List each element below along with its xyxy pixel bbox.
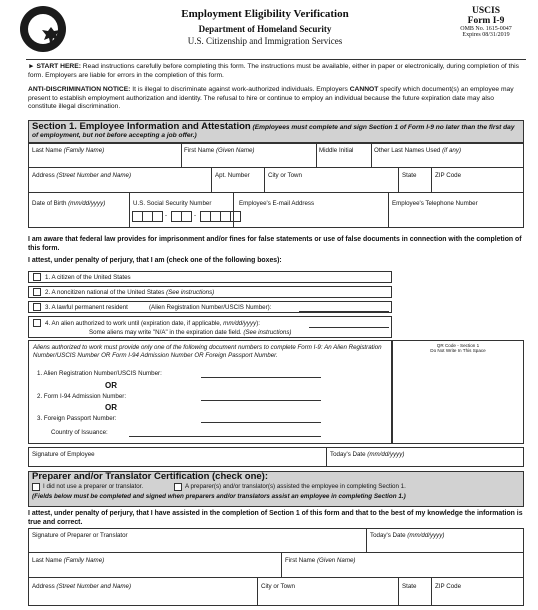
other-last-names-field[interactable] — [371, 144, 372, 167]
omb-number: OMB No. 1615-0047 — [460, 26, 512, 32]
aware-statement: I am aware that federal law provides for imprisonment and/or fines for false statements or use of false documents in connection with the completion of this form. — [28, 236, 522, 252]
preparer-first-name-field[interactable] — [281, 553, 282, 577]
lpr-checkbox[interactable] — [33, 303, 41, 311]
anti-discrimination-notice: ANTI-DISCRIMINATION NOTICE: It is illegal to discriminate against work-authorized individuals. Employers CANNOT specify which document(s) an employee may present to establish employment authorization and identity. The refusal to hire or continue to employ an individual because the future expiration date may also constitute illegal discrimination. — [28, 86, 514, 111]
attest-statement: I attest, under penalty of perjury, that I am (check one of the following boxes): — [28, 257, 282, 264]
no-preparer-label: I did not use a preparer or translator. — [43, 483, 144, 490]
preparer-address-label: Address (Street Number and Name) — [32, 583, 132, 590]
preparer-city-field[interactable] — [257, 578, 258, 605]
country-field[interactable] — [129, 436, 321, 437]
first-name-field[interactable] — [181, 144, 182, 167]
phone-label: Employee's Telephone Number — [392, 200, 478, 207]
preparer-signature-label: Signature of Preparer or Translator — [32, 532, 128, 539]
no-preparer-checkbox[interactable] — [32, 483, 40, 491]
option-lpr-row — [28, 301, 392, 313]
i94-label: 2. Form I-94 Admission Number: — [37, 393, 127, 400]
aliens-note: Aliens authorized to work must provide only one of the following document numbers to complete Form I-9: An Alien Registration Number/USCIS Number OR Form I-94 Admission Number OR Foreign Passport Number. — [33, 344, 382, 359]
eagle-icon — [41, 26, 61, 48]
alien-reg-field[interactable] — [201, 377, 321, 378]
passport-field[interactable] — [201, 422, 321, 423]
national-label: 2. A noncitizen national of the United States (See instructions) — [45, 289, 215, 296]
last-name-label: Last Name (Family Name) — [32, 147, 105, 154]
preparer-date-label: Today's Date (mm/dd/yyyy) — [370, 532, 445, 539]
citizen-label: 1. A citizen of the United States — [45, 274, 131, 281]
phone-field[interactable] — [388, 193, 389, 227]
email-label: Employee's E-mail Address — [239, 200, 315, 207]
other-last-names-label: Other Last Names Used (if any) — [374, 147, 462, 154]
dob-label: Date of Birth (mm/dd/yyyy) — [32, 200, 106, 207]
contact-row — [28, 193, 524, 228]
country-label: Country of Issuance: — [51, 429, 108, 436]
preparer-last-name-label: Last Name (Family Name) — [32, 557, 105, 564]
state-label: State — [402, 172, 417, 179]
department-name: Department of Homeland Security — [198, 24, 332, 34]
lpr-number-label: (Alien Registration Number/USCIS Number): — [149, 304, 272, 311]
form-number: Form I-9 — [467, 16, 505, 26]
preparer-signature-row — [28, 528, 524, 553]
lpr-number-field[interactable] — [299, 311, 389, 312]
section1-header: Section 1. Employee Information and Attestation (Employees must complete and sign Section 1 of Form I-9 no later than the first day of employment, but not before accepting a job offer.) — [28, 120, 524, 143]
zip-field[interactable] — [431, 168, 432, 192]
alien-expiration-field[interactable] — [309, 327, 389, 328]
middle-initial-label: Middle Initial — [319, 147, 354, 154]
ssn-label: U.S. Social Security Number — [133, 200, 212, 207]
zip-label: ZIP Code — [435, 172, 462, 179]
name-row — [28, 143, 524, 168]
national-checkbox[interactable] — [33, 288, 41, 296]
or-label: OR — [105, 381, 117, 390]
option-alien-row — [28, 316, 392, 338]
qr-code-area — [392, 340, 524, 444]
employee-signature-row — [28, 447, 524, 467]
employee-date-label: Today's Date (mm/dd/yyyy) — [330, 451, 405, 458]
preparer-address-row — [28, 578, 524, 606]
option-national-row — [28, 286, 392, 298]
alien-label: 4. An alien authorized to work until (expiration date, if applicable, mm/dd/yyyy): — [45, 320, 260, 327]
service-name: U.S. Citizenship and Immigration Services — [187, 36, 343, 46]
start-here-notice: ► START HERE: Read instructions carefully before completing this form. The instructions must be available, either in paper or electronically, during completion of this form. Employers are liable for errors in the completion of this form. — [28, 63, 519, 79]
middle-initial-field[interactable] — [316, 144, 317, 167]
alien-reg-label: 1. Alien Registration Number/USCIS Number: — [37, 370, 162, 377]
i94-field[interactable] — [201, 400, 321, 401]
ssn-field — [129, 193, 130, 227]
email-field[interactable] — [233, 193, 234, 227]
preparer-note: (Fields below must be completed and signed when preparers and/or translators assist an employee in completing Section 1.) — [32, 493, 406, 500]
employee-date-field[interactable] — [326, 448, 327, 466]
ssn-dash: - — [165, 212, 168, 219]
apt-label: Apt. Number — [215, 172, 250, 179]
first-name-label: First Name (Given Name) — [184, 147, 255, 154]
address-label: Address (Street Number and Name) — [32, 172, 132, 179]
preparer-date-field[interactable] — [366, 529, 367, 552]
preparer-assisted-label: A preparer(s) and/or translator(s) assisted the employee in completing Section 1. — [185, 483, 406, 490]
qr-note: Do Not Write In This Space — [430, 348, 486, 353]
ssn-digit[interactable] — [181, 211, 192, 222]
agency-label: USCIS — [472, 6, 500, 16]
preparer-title: Preparer and/or Translator Certification (check one): — [32, 471, 268, 482]
expiration: Expires 08/31/2019 — [462, 32, 510, 38]
passport-label: 3. Foreign Passport Number: — [37, 415, 117, 422]
ssn-digit[interactable] — [152, 211, 163, 222]
document-numbers-block — [28, 340, 392, 444]
preparer-attest: I attest, under penalty of perjury, that I have assisted in the completion of Section 1 of this form and that to the best of my knowledge the information is true and correct. — [28, 510, 523, 526]
option-citizen-row — [28, 271, 392, 283]
or-label: OR — [105, 403, 117, 412]
preparer-city-label: City or Town — [261, 583, 295, 590]
ssn-dash: - — [194, 212, 197, 219]
preparer-zip-field[interactable] — [431, 578, 432, 605]
dhs-seal — [20, 6, 66, 52]
lpr-label: 3. A lawful permanent resident — [45, 304, 128, 311]
qr-title: QR Code - Section 1 — [436, 343, 480, 348]
employee-signature-label: Signature of Employee — [32, 451, 95, 458]
ssn-digit[interactable] — [230, 211, 241, 222]
preparer-state-label: State — [402, 583, 417, 590]
preparer-first-name-label: First Name (Given Name) — [285, 557, 356, 564]
state-field[interactable] — [398, 168, 399, 192]
form-id-block — [440, 6, 532, 38]
header-divider — [26, 59, 526, 60]
preparer-zip-label: ZIP Code — [435, 583, 462, 590]
alien-note: Some aliens may write "N/A" in the expiration date field. (See instructions) — [89, 329, 292, 336]
alien-checkbox[interactable] — [33, 319, 41, 327]
preparer-name-row — [28, 553, 524, 578]
preparer-header — [28, 471, 524, 507]
apt-field[interactable] — [211, 168, 212, 192]
preparer-assisted-checkbox[interactable] — [174, 483, 182, 491]
city-field[interactable] — [264, 168, 265, 192]
preparer-state-field[interactable] — [398, 578, 399, 605]
address-row — [28, 168, 524, 193]
form-title: Employment Eligibility Verification — [181, 8, 349, 20]
city-label: City or Town — [268, 172, 302, 179]
citizen-checkbox[interactable] — [33, 273, 41, 281]
